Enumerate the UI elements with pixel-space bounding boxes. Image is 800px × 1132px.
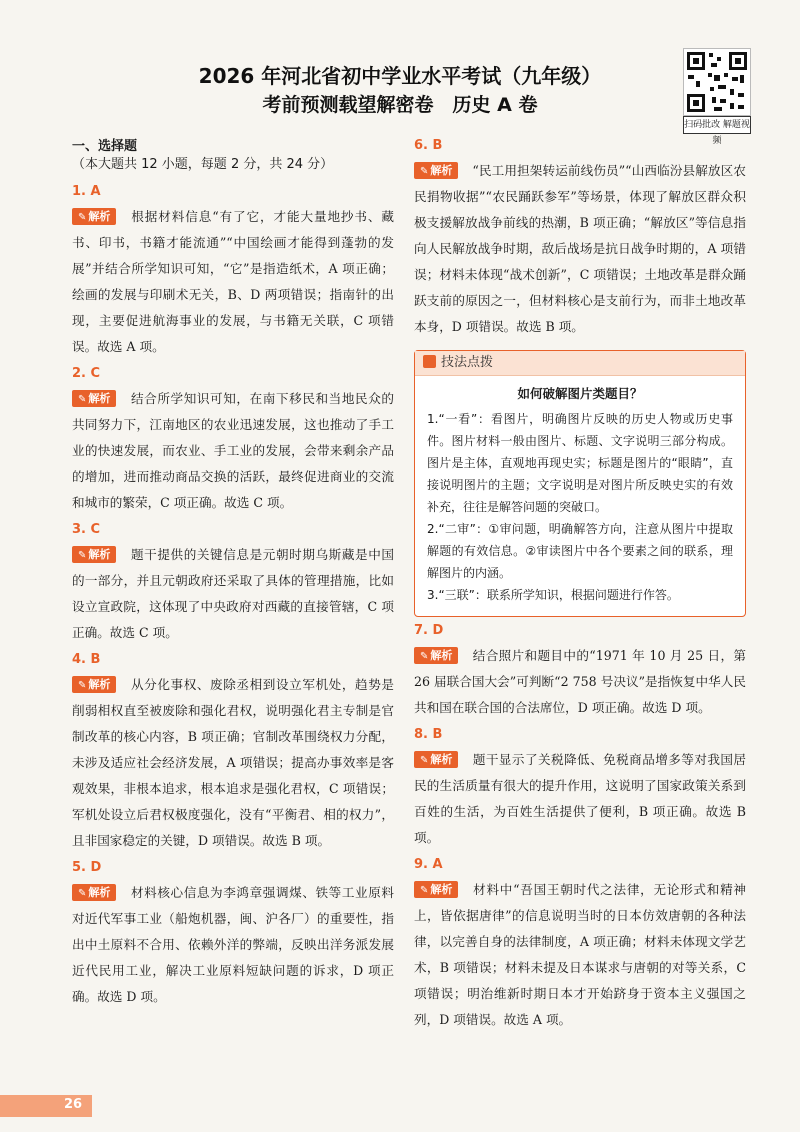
tip-item: 3.“三联”：联系所学知识，根据问题进行作答。 — [427, 588, 679, 602]
analysis-tag: ✎ 解析 — [414, 647, 458, 664]
page-number: 26 — [64, 1097, 83, 1112]
page-subtitle: 考前预测载望解密卷 历史 A 卷 — [262, 94, 538, 116]
right-column — [414, 138, 746, 1033]
analysis-tag: ✎ 解析 — [72, 208, 116, 225]
explanation: ✎ 解析 结合照片和题目中的“1971 年 10 月 25 日，第 26 届联合国大会”可判断“2 758 号决议”是指恢复中华人民共和国在联合国的合法席位，D 项正确。故选 D 项。 — [414, 648, 746, 715]
pen-icon: ✎ — [78, 550, 87, 561]
explanation: ✎ 解析 “民工用担架转运前线伤员”“山西临汾县解放区农民捐物收据”“农民踊跃参军”等场景，体现了解放区群众积极支援解放战争前线的热潮，B 项正确；“解放区”等信息指向人民解放战争时期，敌后战场是抗日战争时期的，A 项错误；材料未体现“战术创新”，C 项错误；土地改革是群众踊跃支前的原因之一，但材料核心是支前行为，而非土地改革本身，D 项错误。故选 B 项。 — [414, 163, 746, 334]
pen-icon: ✎ — [420, 885, 429, 896]
tip-item: 1.“一看”：看图片，明确图片反映的历史人物或历史事件。图片材料一般由图片、标题、文字说明三部分构成。图片是主体，直观地再现史实；标题是图片的“眼睛”，直接说明图片的主题；文字说明是对图片所反映史实的有效补充，往往是解答问题的突破口。 — [427, 412, 733, 514]
explanation: ✎ 解析 从分化事权、废除丞相到设立军机处，趋势是削弱相权直至被废除和强化君权，说明强化君主专制是官制改革的核心内容，B 项正确；官制改革围绕权力分配，未涉及适应社会经济发展，A 项错误；提高办事效率是客观效果，非根本追求，根本追求是强化君权，C 项错误；军机处设立后君权极度强化，没有“平衡君、相的权力”，且非国家稳定的关键，D 项错误。故选 B 项。 — [72, 677, 394, 848]
explanation: ✎ 解析 题干显示了关税降低、免税商品增多等对我国居民的生活质量有很大的提升作用，这说明了国家政策关系到百姓的生活，为百姓生活提供了便利，B 项正确。故选 B 项。 — [414, 752, 746, 845]
question-number: 5. D — [72, 860, 102, 875]
analysis-tag: ✎ 解析 — [414, 162, 458, 179]
analysis-tag: ✎ 解析 — [72, 676, 116, 693]
qr-code-icon — [684, 49, 750, 115]
explanation: ✎ 解析 材料中“吾国王朝时代之法律，无论形式和精神上，皆依据唐律”的信息说明当时的日本仿效唐朝的各种法律，以完善自身的法律制度，A 项正确；材料未体现文学艺术，B 项错误；材料未提及日本谋求与唐朝的对等关系，C 项错误；明治维新时期日本才开始跻身于资本主义强国之列，D 项错误。故选 A 项。 — [414, 882, 746, 1027]
tip-box — [414, 350, 746, 617]
pen-icon: ✎ — [420, 166, 429, 177]
analysis-tag: ✎ 解析 — [414, 881, 458, 898]
tip-item: 2.“二审”：①审问题，明确解答方向，注意从图片中提取解题的有效信息。②审读图片中各个要素之间的联系，理解图片的内涵。 — [427, 522, 733, 580]
analysis-tag: ✎ 解析 — [414, 751, 458, 768]
question-number: 9. A — [414, 857, 443, 872]
tip-header: 技法点拨 — [415, 351, 745, 376]
qr-code[interactable] — [683, 48, 751, 116]
pen-icon: ✎ — [420, 755, 429, 766]
question-number: 7. D — [414, 623, 444, 638]
analysis-tag: ✎ 解析 — [72, 390, 116, 407]
pen-icon: ✎ — [420, 651, 429, 662]
question-number: 1. A — [72, 184, 101, 199]
pen-icon: ✎ — [78, 680, 87, 691]
analysis-tag: ✎ 解析 — [72, 884, 116, 901]
explanation: ✎ 解析 题干提供的关键信息是元朝时期乌斯藏是中国的一部分，并且元朝政府还采取了具体的管理措施，比如设立宣政院，这体现了中央政府对西藏的直接管辖，C 项正确。故选 C 项。 — [72, 547, 394, 640]
analysis-tag: ✎ 解析 — [72, 546, 116, 563]
pen-icon: ✎ — [78, 212, 87, 223]
question-number: 8. B — [414, 727, 443, 742]
qr-caption: 扫码批改 解题视频 — [683, 116, 751, 134]
pen-icon: ✎ — [78, 888, 87, 899]
question-number: 3. C — [72, 522, 101, 537]
section-heading: 一、选择题（本大题共 12 小题，每题 2 分，共 24 分） — [72, 139, 334, 172]
book-icon — [423, 355, 436, 368]
question-number: 2. C — [72, 366, 101, 381]
explanation: ✎ 解析 材料核心信息为李鸿章强调煤、铁等工业原料对近代军事工业（船炮机器，闽、沪各厂）的重要性，指出中土原料不合用、依赖外洋的弊端，反映出洋务派发展近代民用工业，解决工业原料短缺问题的诉求，D 项正确。故选 D 项。 — [72, 885, 394, 1004]
explanation: ✎ 解析 根据材料信息“有了它，才能大量地抄书、藏书、印书，书籍才能流通”“中国绘画才能得到蓬勃的发展”并结合所学知识可知，“它”是指造纸术，A 项正确；绘画的发展与印刷术无关，B、D 两项错误；指南针的出现，主要促进航海事业的发展，与书籍无关联，C 项错误。故选 A 项。 — [72, 209, 394, 354]
page-title: 2026 年河北省初中学业水平考试（九年级） — [198, 64, 602, 88]
tip-body — [415, 376, 745, 616]
question-number: 6. B — [414, 138, 443, 153]
left-column — [72, 138, 394, 1010]
explanation: ✎ 解析 结合所学知识可知，在南下移民和当地民众的共同努力下，江南地区的农业迅速发展，这也推动了手工业的快速发展，而农业、手工业的发展，会带来剩余产品的增加，进而推动商品交换的活跃，最终促进商业的交流和城市的繁荣，C 项正确。故选 C 项。 — [72, 391, 394, 510]
tip-title: 如何破解图片类题目？ — [517, 386, 643, 401]
question-number: 4. B — [72, 652, 101, 667]
pen-icon: ✎ — [78, 394, 87, 405]
